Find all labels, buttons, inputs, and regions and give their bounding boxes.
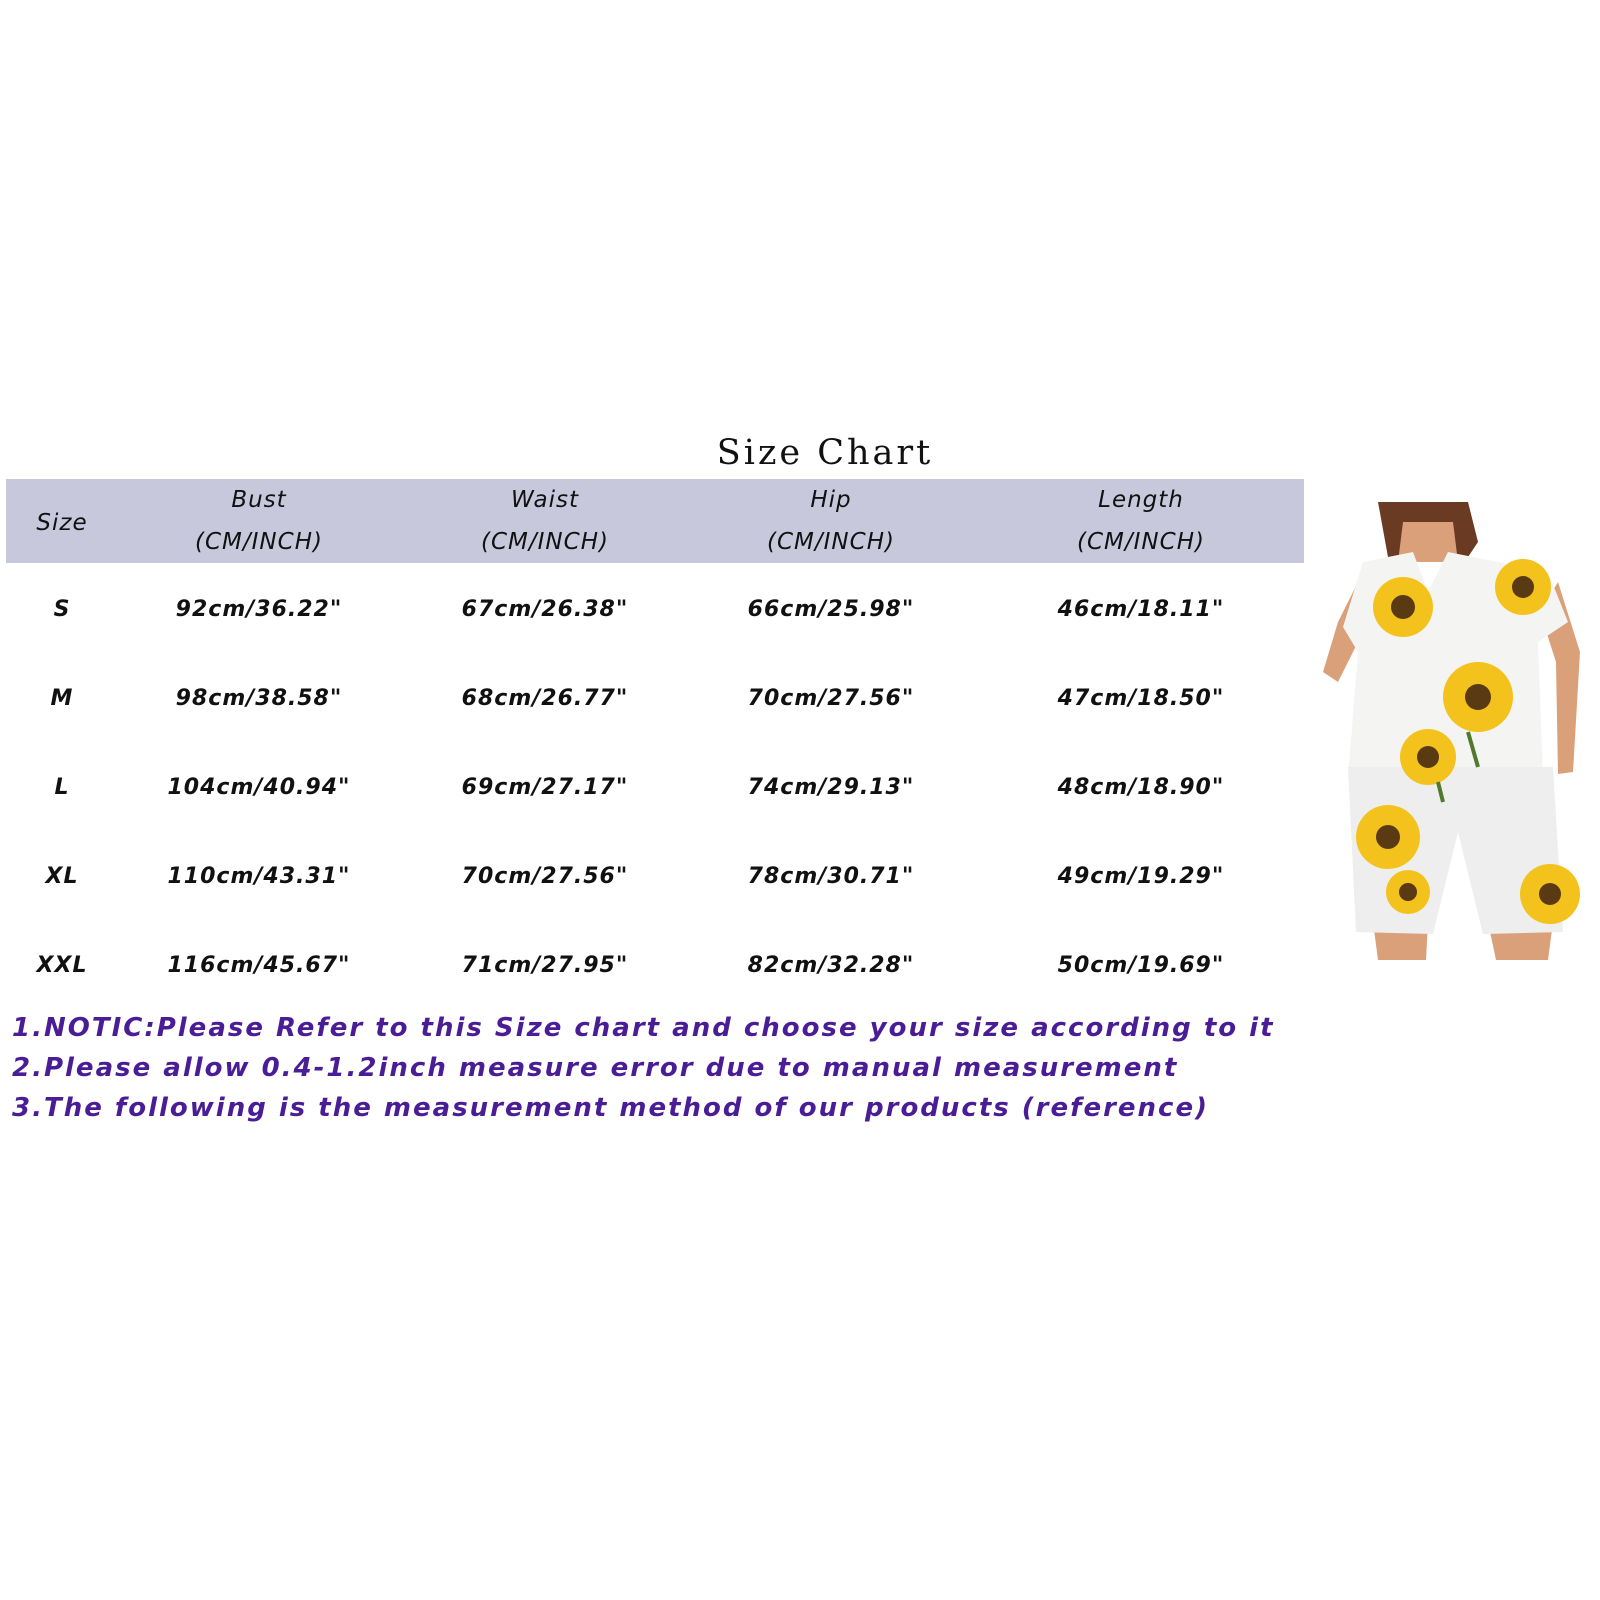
size-cell: XXL [36, 953, 88, 978]
table-header [6, 479, 1304, 563]
table-row [6, 563, 1304, 652]
hip-cell: 82cm/32.28" [747, 953, 915, 978]
waist-cell: 71cm/27.95" [461, 953, 629, 978]
hip-cell: 66cm/25.98" [747, 597, 915, 622]
bust-cell: 116cm/45.67" [167, 953, 351, 978]
table-row [6, 652, 1304, 741]
note-2: 2.Please allow 0.4-1.2inch measure error due to manual measurement [12, 1053, 1179, 1083]
header-length [1016, 479, 1266, 563]
header-bust-unit: (CM/INCH) [195, 529, 323, 555]
table-row [6, 919, 1304, 1008]
length-cell: 50cm/19.69" [1057, 953, 1225, 978]
header-hip [706, 479, 956, 563]
bust-cell: 110cm/43.31" [167, 864, 351, 889]
size-cell: L [54, 775, 70, 800]
waist-cell: 67cm/26.38" [461, 597, 629, 622]
note-1: 1.NOTIC:Please Refer to this Size chart and choose your size according to it [12, 1013, 1275, 1043]
hip-cell: 70cm/27.56" [747, 686, 915, 711]
table-row [6, 830, 1304, 919]
size-chart-table [6, 479, 1304, 1008]
size-cell: XL [45, 864, 79, 889]
header-bust-name: Bust [231, 487, 287, 513]
product-photo [1318, 502, 1590, 960]
bust-cell: 98cm/38.58" [175, 686, 343, 711]
table-row [6, 741, 1304, 830]
hip-cell: 78cm/30.71" [747, 864, 915, 889]
waist-cell: 69cm/27.17" [461, 775, 629, 800]
hip-cell: 74cm/29.13" [747, 775, 915, 800]
notes [12, 1008, 1312, 1128]
model-illustration [1318, 502, 1590, 960]
header-waist-name: Waist [511, 487, 579, 513]
size-cell: S [53, 597, 71, 622]
size-cell: M [50, 686, 74, 711]
page-title: Size Chart [716, 433, 934, 473]
header-length-name: Length [1098, 487, 1184, 513]
bust-cell: 92cm/36.22" [175, 597, 343, 622]
bust-cell: 104cm/40.94" [167, 775, 351, 800]
header-size: Size [36, 510, 88, 536]
header-length-unit: (CM/INCH) [1077, 529, 1205, 555]
length-cell: 46cm/18.11" [1057, 597, 1225, 622]
waist-cell: 68cm/26.77" [461, 686, 629, 711]
header-waist-unit: (CM/INCH) [481, 529, 609, 555]
length-cell: 49cm/19.29" [1057, 864, 1225, 889]
header-bust [134, 479, 384, 563]
header-waist [420, 479, 670, 563]
length-cell: 47cm/18.50" [1057, 686, 1225, 711]
header-hip-name: Hip [810, 487, 852, 513]
waist-cell: 70cm/27.56" [461, 864, 629, 889]
length-cell: 48cm/18.90" [1057, 775, 1225, 800]
header-hip-unit: (CM/INCH) [767, 529, 895, 555]
note-3: 3.The following is the measurement method of our products (reference) [12, 1093, 1209, 1123]
